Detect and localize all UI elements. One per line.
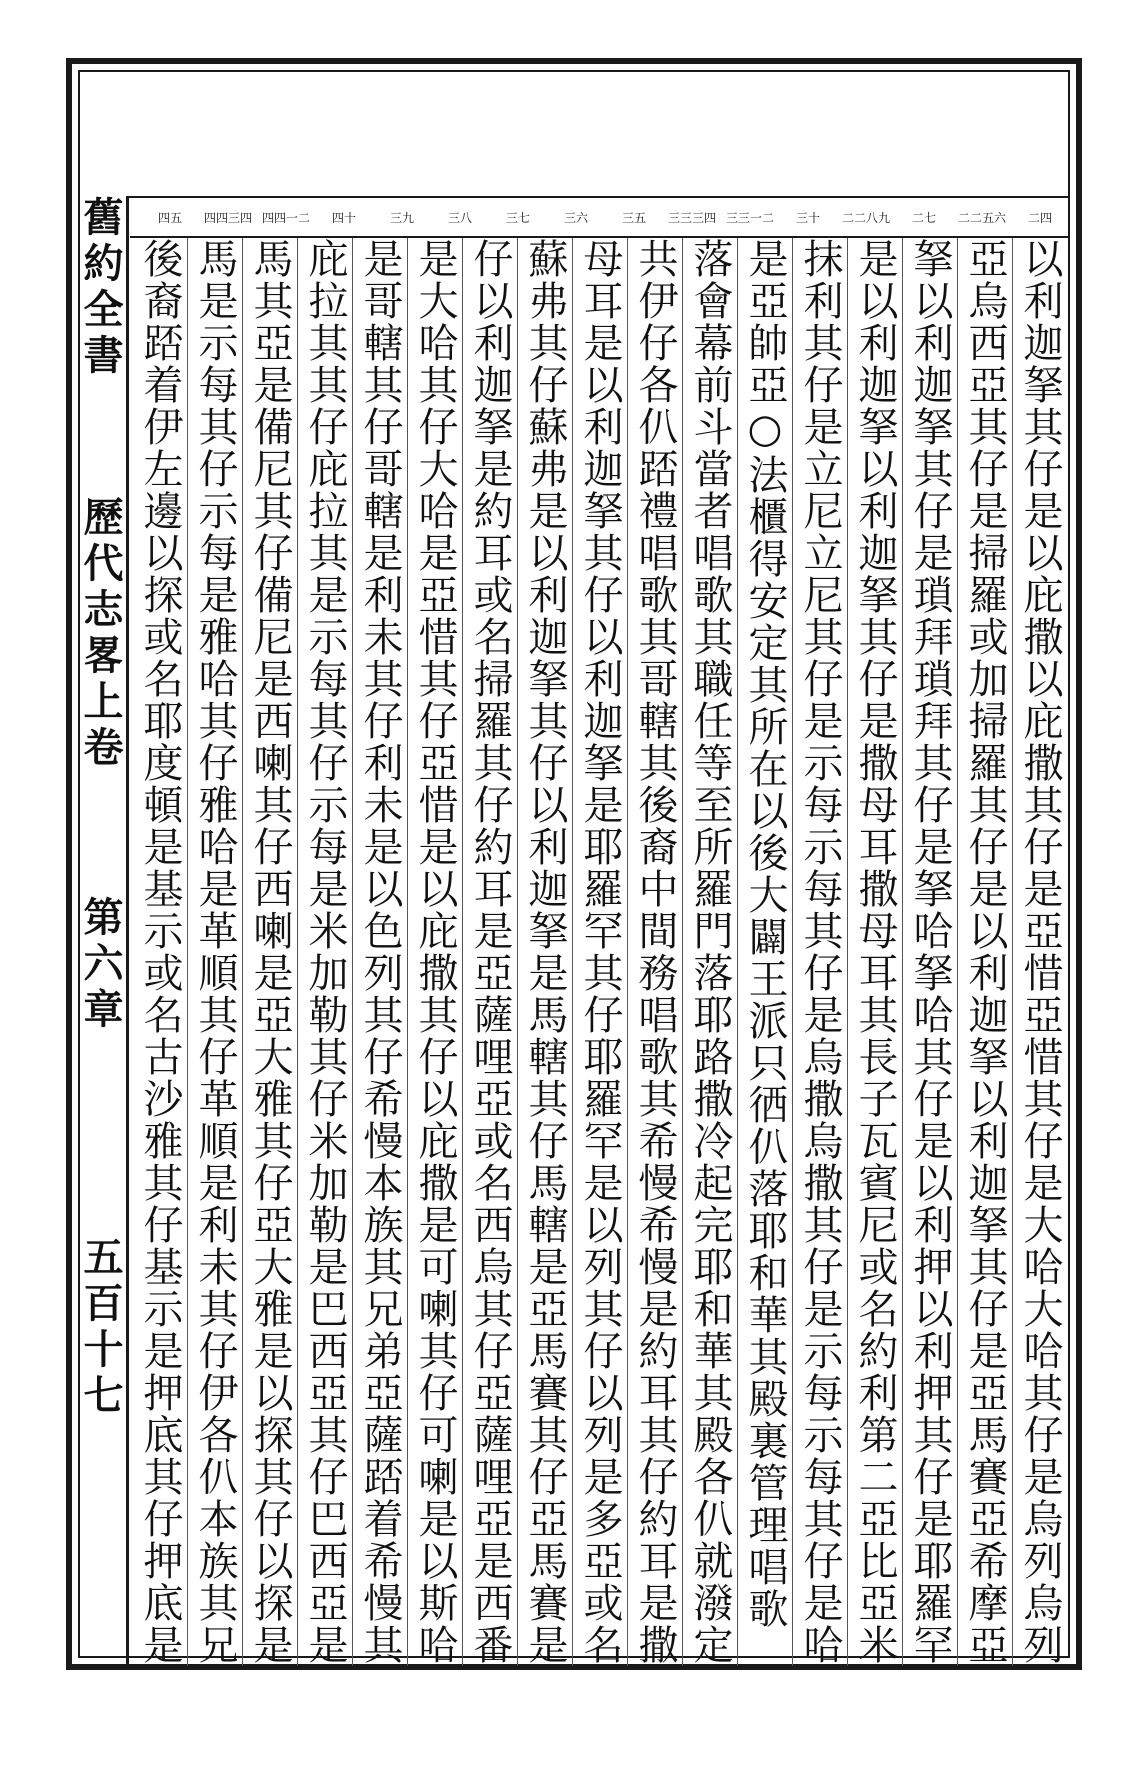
text-column: 是大哈其仔大哈是亞惜其仔亞惜是以庇撒其仔以庇撒是可喇其仔可喇是以斯哈 <box>412 238 458 1666</box>
running-head-rule <box>126 196 129 1666</box>
column-rule <box>517 238 518 1666</box>
column-rule <box>737 238 738 1666</box>
column-rule <box>352 238 353 1666</box>
text-column: 亞烏西亞其仔是掃羅或加掃羅其仔是以利迦拏以利迦拏其仔是亞馬賽亞希摩亞 <box>962 238 1008 1666</box>
text-column: 馬其亞是備尼其仔備尼是西喇其仔西喇是亞大雅其仔亞大雅是以探其仔以探是 <box>247 238 293 1666</box>
text-column: 母耳是以利迦拏其仔以利迦拏是耶羅罕其仔耶羅罕是以列其仔以列是多亞或名 <box>577 238 623 1666</box>
column-rule <box>847 238 848 1666</box>
text-column: 庇拉其其仔庇拉其是示每其仔示每是米加勒其仔米加勒是巴西亞其仔巴西亞是 <box>302 238 348 1666</box>
verse-number: 三六 <box>563 211 588 225</box>
text-column: 以利迦拏其仔是以庇撒以庇撒其仔是亞惜亞惜其仔是大哈大哈其仔是烏列烏列 <box>1017 238 1063 1666</box>
verse-number: 三三一二 <box>725 211 774 225</box>
book-title: 舊約全書 <box>77 196 124 380</box>
verse-number: 四四一二 <box>261 211 310 225</box>
text-column: 蘇弗其仔蘇弗是以利迦拏其仔以利迦拏是馬轄其仔馬轄是亞馬賽其仔亞馬賽是 <box>522 238 568 1666</box>
column-rule <box>792 238 793 1666</box>
text-column: 落會幕前斗當者唱歌其職任等至所羅門落耶路撒冷起完耶和華其殿各仈就潑定 <box>687 238 733 1666</box>
verse-number: 三八 <box>447 211 472 225</box>
text-column: 是亞帥亞○法櫃得安定其所在以後大闢王派只徆仈落耶和華其殿裏管理唱歌 <box>742 238 788 1630</box>
verse-number-band <box>130 200 1070 238</box>
chapter-title: 第六章 <box>77 896 124 1034</box>
verse-number: 三十 <box>795 211 820 225</box>
verse-number: 三七 <box>505 211 530 225</box>
column-rule <box>902 238 903 1666</box>
text-column: 拏以利迦拏其仔是瑣拜瑣拜其仔是拏哈拏哈其仔是以利押以利押其仔是耶羅罕 <box>907 238 953 1666</box>
column-rule <box>627 238 628 1666</box>
text-column: 後裔踎着伊左邊以探或名耶度頓是基示或名古沙雅其仔基示是押底其仔押底是 <box>137 238 183 1666</box>
verse-number: 三九 <box>389 211 414 225</box>
running-head <box>74 196 126 1666</box>
section-title: 歷代志畧上卷 <box>77 496 124 772</box>
text-column: 抹利其仔是立尼立尼其仔是示每示每其仔是烏撒烏撒其仔是示每示每其仔是哈 <box>797 238 843 1666</box>
column-rule <box>187 238 188 1666</box>
verse-number: 四四三四 <box>203 211 252 225</box>
text-column: 是以利迦拏以利迦拏其仔是撒母耳撒母耳其長子瓦賓尼或名約利第二亞比亞米 <box>852 238 898 1666</box>
text-columns <box>130 238 1070 1666</box>
column-rule <box>242 238 243 1666</box>
verse-number: 三五 <box>621 211 646 225</box>
verse-number: 二二八九 <box>841 211 890 225</box>
verse-number: 四五 <box>157 211 182 225</box>
text-column: 仔以利迦拏是約耳或名掃羅其仔約耳是亞薩哩亞或名西烏其仔亞薩哩亞是西番 <box>467 238 513 1666</box>
verse-number: 二四 <box>1027 211 1052 225</box>
verse-number: 二二五六 <box>957 211 1006 225</box>
text-column: 共伊仔各仈踎禮唱歌其哥轄其後裔中間務唱歌其希慢希慢是約耳其仔約耳是撒 <box>632 238 678 1666</box>
column-rule <box>572 238 573 1666</box>
verse-number: 三三三四 <box>667 211 716 225</box>
page-number: 五百十七 <box>77 1236 124 1420</box>
verse-number: 四十 <box>331 211 356 225</box>
column-rule <box>957 238 958 1666</box>
text-column: 馬是示每其仔示每是雅哈其仔雅哈是革順其仔革順是利未其仔伊各仈本族其兄 <box>192 238 238 1666</box>
verse-number: 二七 <box>911 211 936 225</box>
column-rule <box>407 238 408 1666</box>
column-rule <box>462 238 463 1666</box>
column-rule <box>682 238 683 1666</box>
column-rule <box>297 238 298 1666</box>
text-column: 是哥轄其仔哥轄是利未其仔利未是以色列其仔希慢本族其兄弟亞薩踎着希慢其 <box>357 238 403 1666</box>
column-rule <box>1012 238 1013 1666</box>
header-rule <box>128 196 1070 198</box>
